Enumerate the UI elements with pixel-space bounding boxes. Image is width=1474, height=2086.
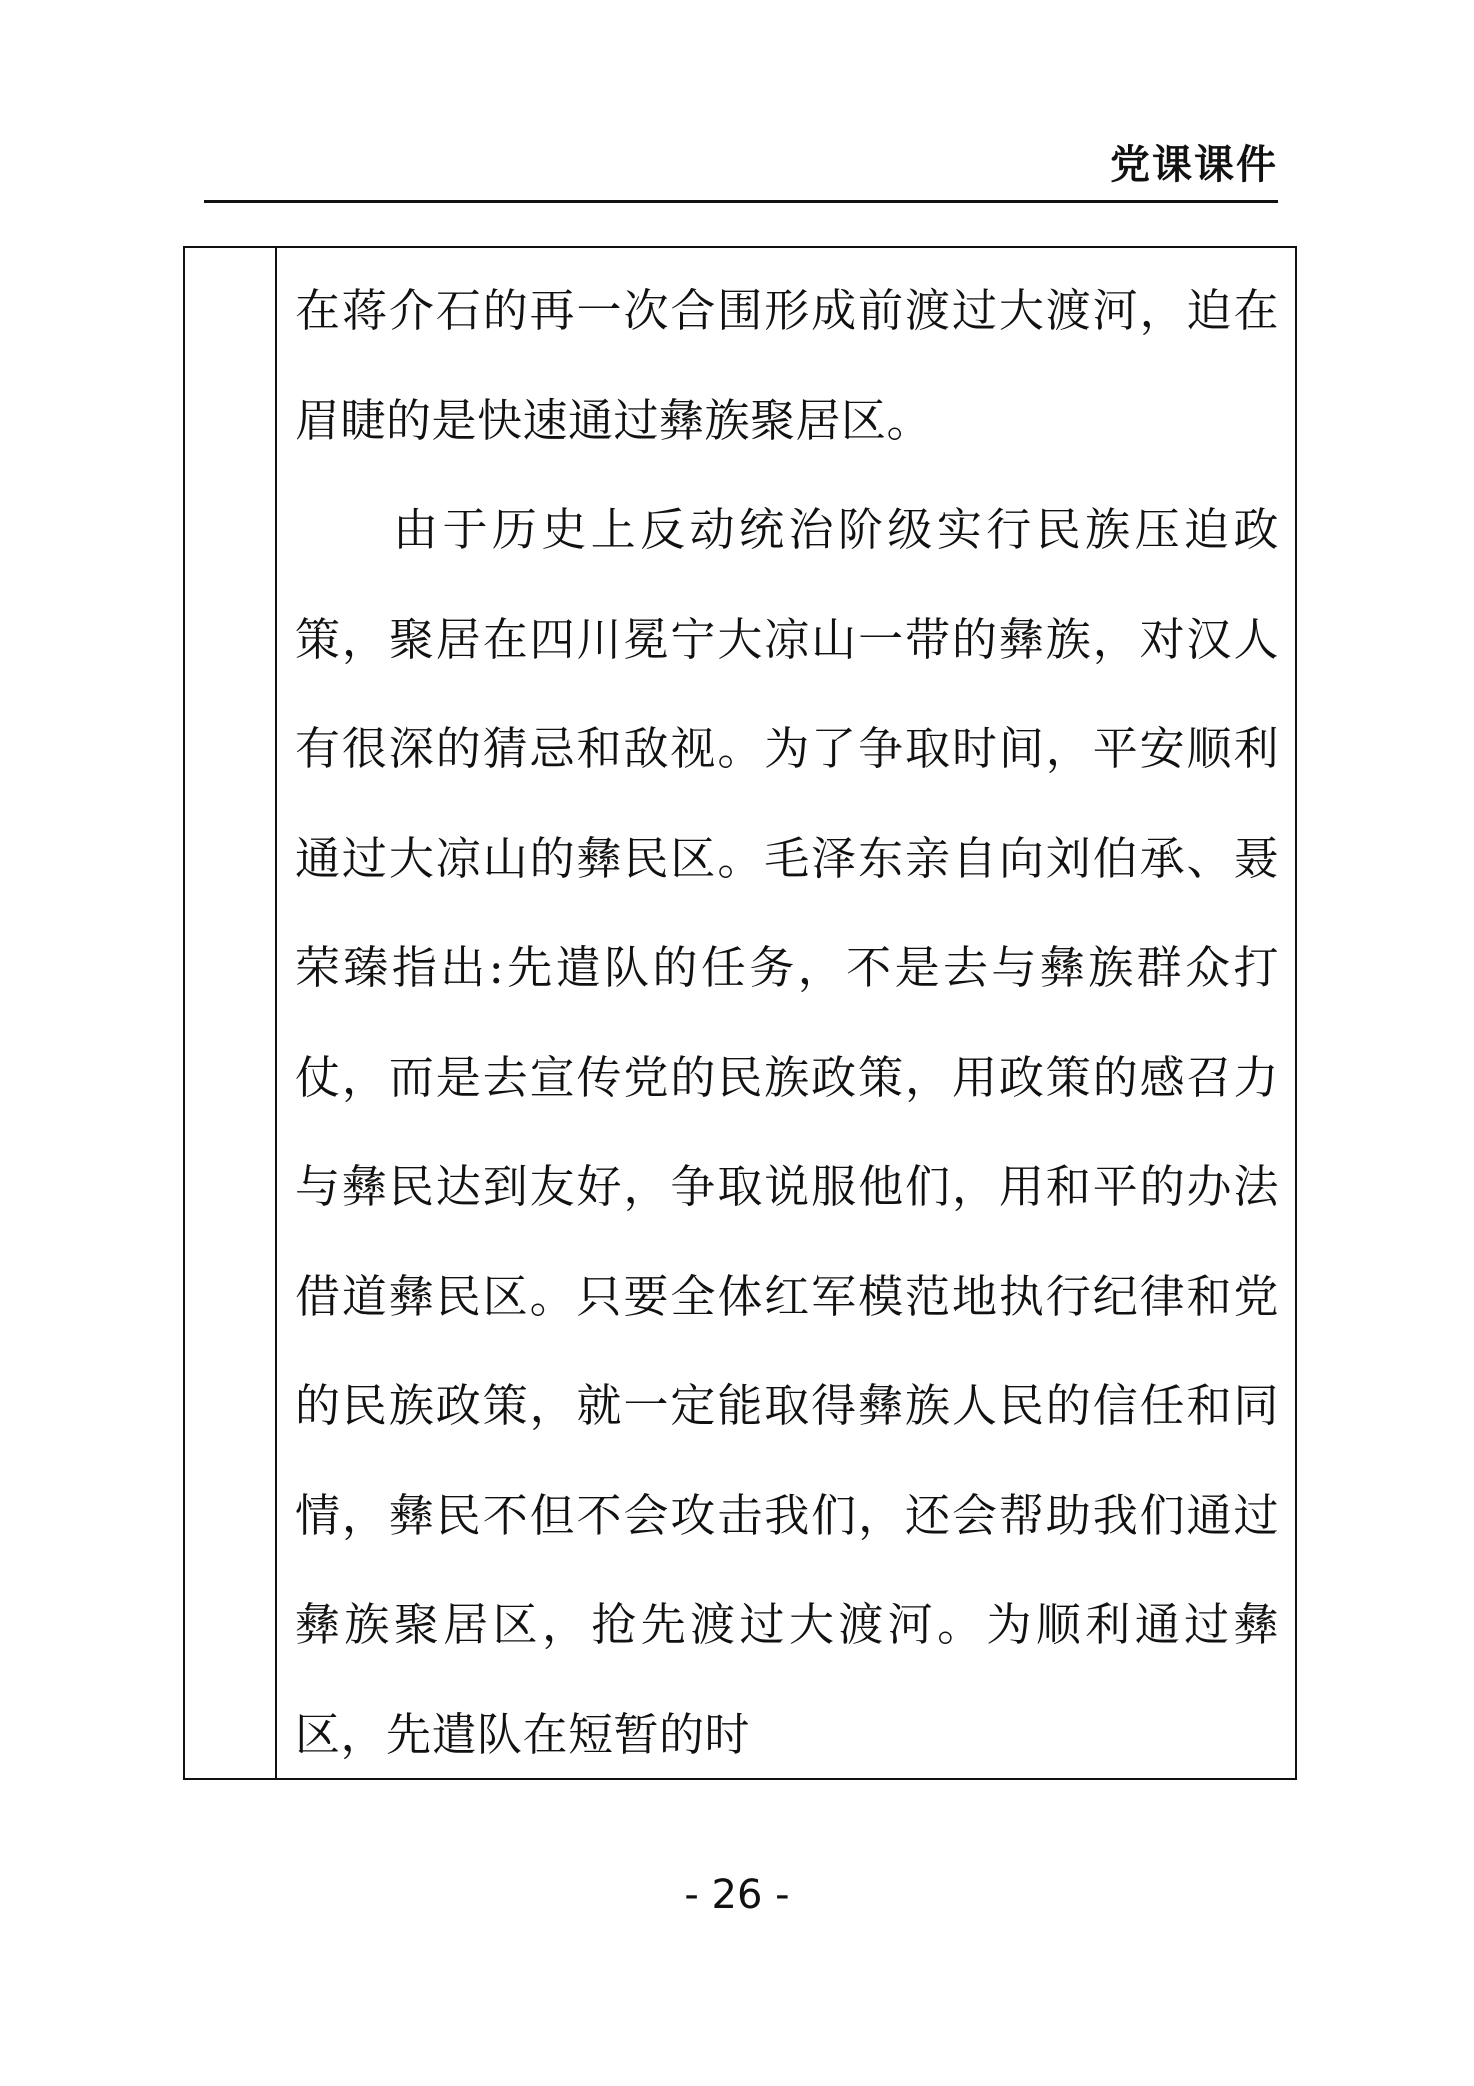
page-number: - 26 - xyxy=(684,1872,790,1918)
body-paragraph-2: 由于历史上反动统治阶级实行民族压迫政策，聚居在四川冕宁大凉山一带的彝族，对汉人有很深的猜忌和敌视。为了争取时间，平安顺利通过大凉山的彝民区。毛泽东亲自向刘伯承、聂荣臻指出:先遣队的任务，不是去与彝族群众打仗，而是去宣传党的民族政策，用政策的感召力与彝民达到友好，争取说服他们，用和平的办法借道彝民区。只要全体红军模范地执行纪律和党的民族政策，就一定能取得彝族人民的信任和同情，彝民不但不会攻击我们，还会帮助我们通过彝族聚居区，抢先渡过大渡河。为顺利通过彝区，先遣队在短暂的时 xyxy=(295,503,1279,1761)
header-divider xyxy=(204,200,1278,203)
content-table xyxy=(183,246,1297,1780)
body-paragraph-1: 在蒋介石的再一次合围形成前渡过大渡河，迫在眉睫的是快速通过彝族聚居区。 xyxy=(295,284,1279,447)
table-content-cell xyxy=(295,256,1279,1789)
header-title: 党课课件 xyxy=(1110,142,1278,188)
table-left-column xyxy=(185,248,277,1778)
